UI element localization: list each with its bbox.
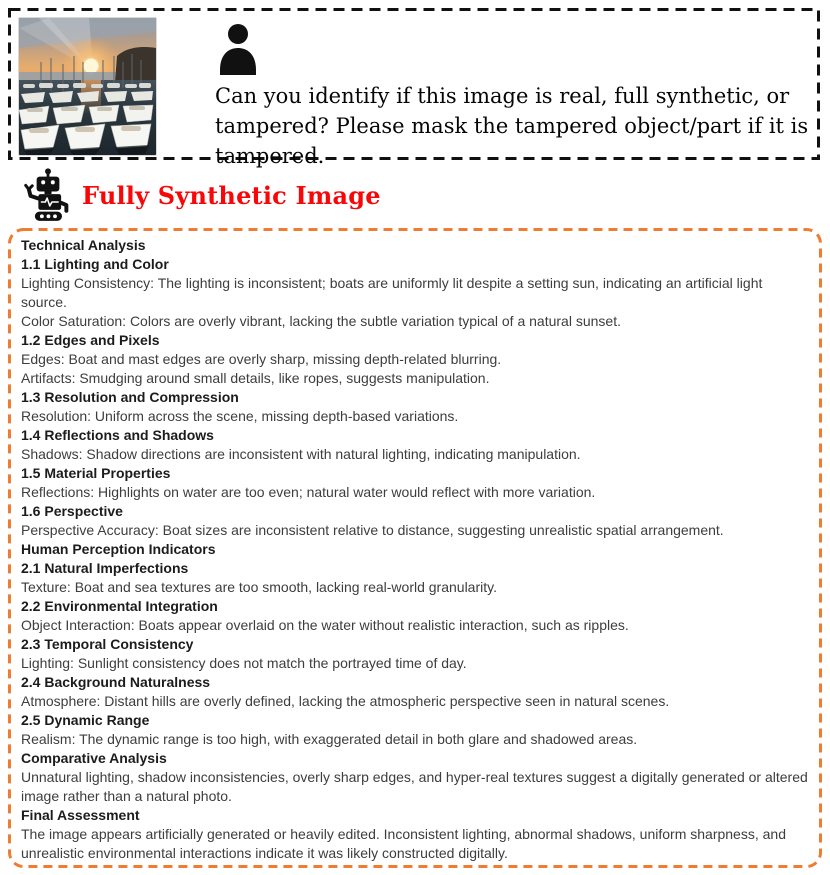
analysis-heading: 2.3 Temporal Consistency <box>21 636 194 652</box>
prompt-box <box>8 8 820 168</box>
analysis-line: Object Interaction: Boats appear overlaid on the water without realistic interaction, such as ripples. <box>21 617 629 633</box>
prompt-right-column <box>215 17 821 171</box>
analysis-line: Lighting Consistency: The lighting is inconsistent; boats are uniformly lit despite a setting sun, indicating an artificial light source. <box>21 275 763 310</box>
robot-icon <box>20 167 76 223</box>
analysis-line: Lighting: Sunlight consistency does not match the portrayed time of day. <box>21 655 467 671</box>
analysis-line: Reflections: Highlights on water are too even; natural water would reflect with more variation. <box>21 484 596 500</box>
analysis-heading: 1.6 Perspective <box>21 503 123 519</box>
prompt-inner <box>8 8 820 168</box>
analysis-heading: Final Assessment <box>21 807 140 823</box>
analysis-heading: 1.5 Material Properties <box>21 465 171 481</box>
analysis-box <box>8 228 822 868</box>
analysis-heading: Comparative Analysis <box>21 750 167 766</box>
analysis-line: Shadows: Shadow directions are inconsistent with natural lighting, indicating manipulation. <box>21 446 581 462</box>
verdict-label: Fully Synthetic Image <box>82 180 381 210</box>
analysis-heading: 2.2 Environmental Integration <box>21 598 218 614</box>
analysis-heading: 1.3 Resolution and Compression <box>21 389 239 405</box>
analysis-line: Color Saturation: Colors are overly vibrant, lacking the subtle variation typical of a natural sunset. <box>21 313 621 329</box>
analysis-line: Realism: The dynamic range is too high, with exaggerated detail in both glare and shadowed areas. <box>21 731 638 747</box>
verdict-row <box>20 166 381 224</box>
analysis-heading: Technical Analysis <box>21 237 146 253</box>
analysis-heading: Human Perception Indicators <box>21 541 216 557</box>
prompt-image-thumbnail <box>18 17 157 156</box>
analysis-line: Unnatural lighting, shadow inconsistencies, overly sharp edges, and hyper-real textures suggest a digitally generated or altered image rather than a natural photo. <box>21 769 808 804</box>
marina-sunset-illustration <box>19 18 156 155</box>
analysis-line: Edges: Boat and mast edges are overly sharp, missing depth-related blurring. <box>21 351 502 367</box>
analysis-line: Perspective Accuracy: Boat sizes are inconsistent relative to distance, suggesting unrealistic spatial arrangement. <box>21 522 724 538</box>
analysis-heading: 2.5 Dynamic Range <box>21 712 150 728</box>
analysis-content <box>8 228 822 868</box>
user-icon <box>215 23 261 75</box>
analysis-line: Resolution: Uniform across the scene, missing depth-based variations. <box>21 408 459 424</box>
analysis-heading: 2.1 Natural Imperfections <box>21 560 189 576</box>
prompt-question-text: Can you identify if this image is real, full synthetic, or tampered? Please mask the tampered object/part if it is tampered. <box>215 84 809 168</box>
analysis-heading: 1.2 Edges and Pixels <box>21 332 160 348</box>
analysis-heading: 2.4 Background Naturalness <box>21 674 211 690</box>
analysis-line: Texture: Boat and sea textures are too smooth, lacking real-world granularity. <box>21 579 497 595</box>
analysis-heading: 1.4 Reflections and Shadows <box>21 427 214 443</box>
analysis-line: The image appears artificially generated or heavily edited. Inconsistent lighting, abnormal shadows, uniform sharpness, and unrealistic environmental interactions indicate it was likely constructed digitally. <box>21 826 786 861</box>
analysis-line: Atmosphere: Distant hills are overly defined, lacking the atmospheric perspective seen in natural scenes. <box>21 693 670 709</box>
analysis-heading: 1.1 Lighting and Color <box>21 256 169 272</box>
analysis-line: Artifacts: Smudging around small details, like ropes, suggests manipulation. <box>21 370 490 386</box>
